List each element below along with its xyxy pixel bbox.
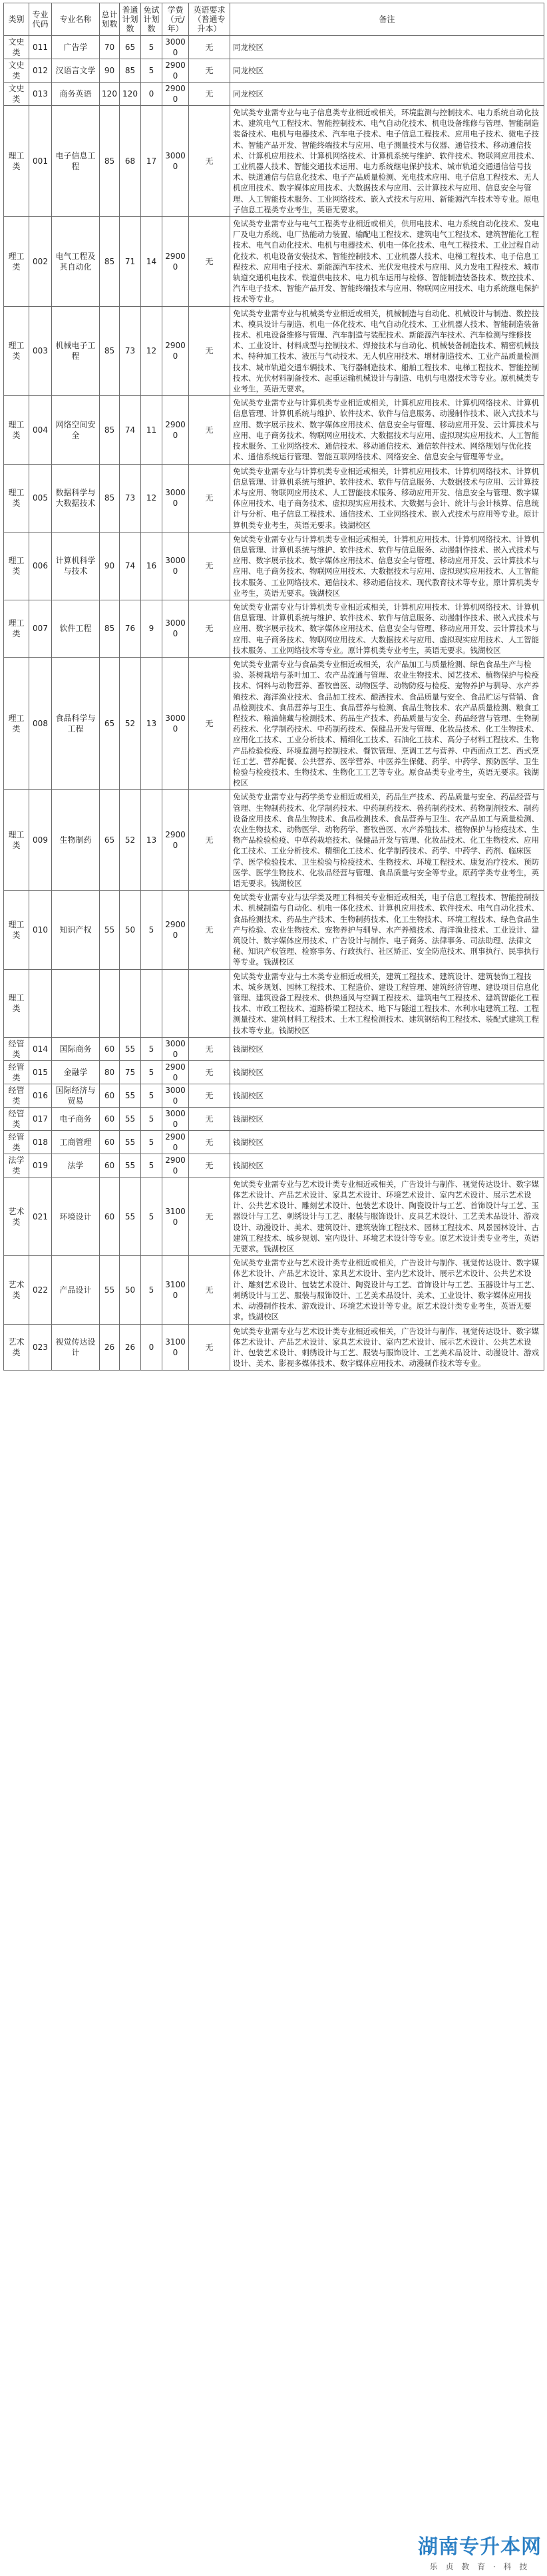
cell-exempt: 14 <box>141 217 162 307</box>
cell-tuition: 29000 <box>162 891 189 969</box>
cell-general: 73 <box>120 306 141 396</box>
cell-category: 经管类 <box>4 1107 29 1130</box>
cell-name: 电气工程及其自动化 <box>52 217 100 307</box>
cell-total: 85 <box>100 396 120 464</box>
cell-code: 008 <box>29 657 52 789</box>
cell-total <box>100 969 120 1037</box>
cell-tuition <box>162 969 189 1037</box>
cell-category: 经管类 <box>4 1084 29 1107</box>
table-row <box>4 1130 544 1154</box>
cell-english: 无 <box>189 1177 230 1255</box>
cell-code: 007 <box>29 600 52 657</box>
table-row <box>4 1037 544 1060</box>
cell-code: 014 <box>29 1037 52 1060</box>
cell-name: 工商管理 <box>52 1130 100 1154</box>
cell-total: 60 <box>100 1084 120 1107</box>
cell-code: 004 <box>29 396 52 464</box>
cell-note: 免试类专业需专业与药学类专业相近或相关，药品生产技术、药品质量与安全、药品经营与管理、生物制药技术、化学制药技术、中药制药技术、兽药制药技术、药物制剂技术、制药设备应用技术、食品生物技术、食品检测技术、食品营养与卫生、农产品加工与质量检测、农业生物技术、动物医学、动物药学、畜牧兽医、水产养殖技术、植物保护与检疫技术、生物产品检验检疫、中草药栽培技术、保健品开发与管理、化妆品技术、化工生物技术、应用化工技术、工业分析技术、精细化工技术、化学制药技术、药学、中药学、药剂、临床医学、医学检验技术、卫生检验与检疫技术、生物技术、环境工程技术、康复治疗技术、预防医学、医学生物技术、化妆品经营与管理、食品质量与安全等专业。原药学类专业考生，英语无要求。钱湖校区 <box>230 790 544 891</box>
cell-note: 免试类专业需专业与艺术设计类专业相近或相关，广告设计与制作、视觉传达设计、数字媒体艺术设计、产品艺术设计、家具艺术设计、室内艺术设计、展示艺术设计、公共艺术设计、雕刻艺术设计、包装艺术设计、陶瓷设计与工艺、首饰设计与工艺、玉器设计与工艺、刺绣设计与工艺、服装与服饰设计、工艺美术品设计、美术、工业设计、数字媒体应用技术、动漫制作技术、游戏设计、环境艺术设计等专业。原艺术设计类专业考生，英语无要求。钱湖校区 <box>230 1256 544 1324</box>
cell-english: 无 <box>189 1130 230 1154</box>
cell-code: 022 <box>29 1256 52 1324</box>
cell-name: 国际商务 <box>52 1037 100 1060</box>
cell-name: 国际经济与贸易 <box>52 1084 100 1107</box>
header-name: 专业名称 <box>52 3 100 36</box>
cell-note: 钱湖校区 <box>230 1154 544 1177</box>
cell-tuition: 30000 <box>162 464 189 532</box>
cell-tuition: 29000 <box>162 1154 189 1177</box>
cell-exempt: 16 <box>141 532 162 600</box>
cell-code: 017 <box>29 1107 52 1130</box>
cell-exempt: 5 <box>141 1037 162 1060</box>
cell-category: 理工类 <box>4 790 29 891</box>
cell-note: 免试类专业需专业与电气工程类专业相近或相关，供用电技术、电力系统自动化技术、发电厂及电力系统、电厂热能动力装置、输配电工程技术、建筑电气工程技术、建筑智能化工程技术、电气自动化技术、电机与电器技术、机电一体化技术、电气工程技术、工业过程自动化技术、机电设备安装技术、智能控制技术、工业机器人技术、电梯工程技术、电子信息工程技术、应用电子技术、新能源汽车技术、光伏发电技术与应用、风力发电工程技术、城市轨道交通机电技术、铁道供电技术、电力机车运用与检修、智能制造装备技术、数控技术、汽车电子技术、智能产品开发、智能终端技术与应用、物联网应用技术、电力系统继电保护技术等专业。 <box>230 217 544 307</box>
cell-exempt: 17 <box>141 106 162 217</box>
cell-total: 85 <box>100 306 120 396</box>
cell-tuition: 30000 <box>162 532 189 600</box>
table-row <box>4 306 544 396</box>
cell-exempt: 12 <box>141 306 162 396</box>
cell-note: 免试类专业需专业与计算机类专业相近或相关，计算机应用技术、计算机网络技术、计算机信息管理、计算机系统与维护、软件技术、软件与信息服务、大数据技术与应用、云计算技术与应用、物联网应用技术、人工智能技术服务、移动应用开发、信息安全与管理、数字媒体应用技术、电子商务技术、虚拟现实应用技术、大数据与会计、统计与会计核算、信息统计与分析、电子信息工程技术、通信技术、工业网络技术、嵌入式技术与应用等专业。原计算机类专业考生，英语无要求。钱湖校区 <box>230 464 544 532</box>
cell-note: 免试类专业需专业与艺术设计类专业相近或相关，广告设计与制作、视觉传达设计、数字媒体艺术设计、产品艺术设计、家具艺术设计、室内艺术设计、展示艺术设计、公共艺术设计、包装艺术设计、刺绣设计与工艺、服装与服饰设计、工艺美术品设计、动漫设计、游戏设计、美术、影视多媒体技术、数字媒体应用技术、动漫制作技术等专业。 <box>230 1324 544 1371</box>
cell-english: 无 <box>189 532 230 600</box>
cell-code: 018 <box>29 1130 52 1154</box>
cell-note: 免试类专业需专业与土木类专业相近或相关，建筑工程技术、建筑设计、建筑装饰工程技术、城乡规划、园林工程技术、工程造价、建设工程管理、建筑经济管理、建设项目信息化管理、建筑设备工程技术、供热通风与空调工程技术、建筑电气工程技术、建筑智能化工程技术、市政工程技术、道路桥梁工程技术、地下与隧道工程技术、水利水电建筑工程、工程测量技术、建筑材料工程技术、土木工程检测技术、建筑钢结构工程技术、装配式建筑工程技术等专业。钱湖校区 <box>230 969 544 1037</box>
cell-name: 视觉传达设计 <box>52 1324 100 1371</box>
cell-code: 013 <box>29 83 52 106</box>
cell-exempt: 11 <box>141 396 162 464</box>
cell-note: 钱湖校区 <box>230 1060 544 1084</box>
header-code: 专业代码 <box>29 3 52 36</box>
watermark-subtitle: 乐 贞 教 育 · 科 技 <box>429 2562 530 2571</box>
cell-total: 70 <box>100 36 120 59</box>
cell-tuition: 30000 <box>162 1037 189 1060</box>
cell-total: 85 <box>100 217 120 307</box>
header-category: 类别 <box>4 3 29 36</box>
cell-general: 52 <box>120 657 141 789</box>
cell-category: 经管类 <box>4 1060 29 1084</box>
cell-english: 无 <box>189 217 230 307</box>
cell-english: 无 <box>189 1037 230 1060</box>
cell-code: 015 <box>29 1060 52 1084</box>
cell-general: 74 <box>120 532 141 600</box>
cell-english: 无 <box>189 396 230 464</box>
cell-english: 无 <box>189 306 230 396</box>
cell-exempt: 5 <box>141 1107 162 1130</box>
cell-total: 65 <box>100 790 120 891</box>
cell-name: 金融学 <box>52 1060 100 1084</box>
cell-name: 网络空间安全 <box>52 396 100 464</box>
cell-exempt: 13 <box>141 657 162 789</box>
cell-exempt: 5 <box>141 1154 162 1177</box>
cell-code: 011 <box>29 36 52 59</box>
cell-category: 理工类 <box>4 532 29 600</box>
cell-english: 无 <box>189 1154 230 1177</box>
cell-code: 002 <box>29 217 52 307</box>
cell-name: 产品设计 <box>52 1256 100 1324</box>
cell-note: 免试类专业需专业与法学类及理工科相关专业相近或相关，电子信息工程技术、智能控制技术、机械制造与自动化、机电一体化技术、计算机应用技术、软件技术、电气自动化技术、食品检测技术、药品生产技术、生物制药技术、化工生物技术、环境工程技术、绿色食品生产与检验、农业生物技术、宠物养护与驯导、水产养殖技术、海洋渔业技术、工业设计、建筑设计、数字媒体应用技术、广告设计与制作、电子商务、法律事务、司法助理、法律文秘、知识产权管理、检察事务、行政执行、社区矫正、安全防范技术、刑事执行、民事执行等专业。钱湖校区 <box>230 891 544 969</box>
cell-total: 60 <box>100 1154 120 1177</box>
cell-total: 26 <box>100 1324 120 1371</box>
table-row <box>4 217 544 307</box>
cell-code: 010 <box>29 891 52 969</box>
cell-general: 55 <box>120 1130 141 1154</box>
cell-tuition: 29000 <box>162 1130 189 1154</box>
cell-name: 软件工程 <box>52 600 100 657</box>
cell-total: 120 <box>100 83 120 106</box>
cell-note: 免试类专业需专业与计算机类专业相近或相关，计算机应用技术、计算机网络技术、计算机信息管理、计算机系统与维护、软件技术、软件与信息服务、动漫制作技术、嵌入式技术与应用、数字展示技术、数字媒体应用技术、信息安全与管理、移动应用开发、云计算技术与应用、电子商务技术、物联网应用技术、大数据技术与应用、虚拟现实应用技术、人工智能技术服务、工业网络技术等专业。原计算机类专业考生，英语无要求。钱湖校区 <box>230 600 544 657</box>
table-row <box>4 1177 544 1255</box>
cell-category: 法学类 <box>4 1154 29 1177</box>
cell-note: 免试类专业需专业与艺术设计类专业相近或相关，广告设计与制作、视觉传达设计、数字媒体艺术设计、产品艺术设计、家具艺术设计、环境艺术设计、室内艺术设计、展示艺术设计、公共艺术设计、雕刻艺术设计、包装艺术设计、陶瓷设计与工艺、首饰设计与工艺、玉器设计与工艺、刺绣设计与工艺、服装与服饰设计、皮具艺术设计、工艺美术品设计、游戏设计、动漫设计、美术、建筑设计、建筑装饰工程技术、园林工程技术、风景园林设计、古建筑工程技术、城乡规划、室内设计、环境艺术设计等专业。原艺术设计类专业考生，英语无要求。钱湖校区 <box>230 1177 544 1255</box>
cell-tuition: 29000 <box>162 790 189 891</box>
table-row <box>4 59 544 83</box>
table-row <box>4 1154 544 1177</box>
cell-code: 009 <box>29 790 52 891</box>
cell-category: 理工类 <box>4 600 29 657</box>
cell-general: 55 <box>120 1107 141 1130</box>
cell-english: 无 <box>189 1324 230 1371</box>
cell-category: 文史类 <box>4 59 29 83</box>
cell-category: 理工类 <box>4 891 29 969</box>
cell-general: 76 <box>120 600 141 657</box>
cell-general: 26 <box>120 1324 141 1371</box>
cell-tuition: 30000 <box>162 600 189 657</box>
cell-english: 无 <box>189 106 230 217</box>
header-exempt: 免试计划数 <box>141 3 162 36</box>
cell-exempt: 0 <box>141 83 162 106</box>
header-note: 备注 <box>230 3 544 36</box>
cell-code: 023 <box>29 1324 52 1371</box>
cell-code: 012 <box>29 59 52 83</box>
cell-general: 68 <box>120 106 141 217</box>
cell-total: 55 <box>100 891 120 969</box>
cell-tuition: 30000 <box>162 106 189 217</box>
cell-general: 85 <box>120 59 141 83</box>
table-row <box>4 969 544 1037</box>
cell-total: 60 <box>100 1130 120 1154</box>
cell-note: 同龙校区 <box>230 59 544 83</box>
table-body <box>4 36 544 1371</box>
cell-name: 机械电子工程 <box>52 306 100 396</box>
cell-code: 001 <box>29 106 52 217</box>
table-row <box>4 1324 544 1371</box>
cell-english: 无 <box>189 1060 230 1084</box>
cell-name: 电子信息工程 <box>52 106 100 217</box>
cell-total: 55 <box>100 1256 120 1324</box>
cell-general: 55 <box>120 1037 141 1060</box>
cell-tuition: 29000 <box>162 396 189 464</box>
cell-note: 免试类专业需专业与食品类专业相近或相关，农产品加工与质量检测、绿色食品生产与检验、茶树栽培与茶叶加工、农产品流通与管理、农业生物技术、园艺技术、植物保护与检疫技术、饲料与动物营养、畜牧兽医、动物医学、动物防疫与检疫、宠物养护与驯导、水产养殖技术、海洋渔业技术、食品加工技术、酿酒技术、食品质量与安全、食品贮运与营销、食品检测技术、食品营养与卫生、食品营养与检测、食品生物技术、农产品质量检测、粮食工程技术、粮油储藏与检测技术、药品生产技术、药品质量与安全、药品经营与管理、生物制药技术、化学制药技术、中药制药技术、保健品开发与管理、化妆品技术、化工生物技术、应用化工技术、工业分析技术、精细化工技术、石油化工技术、高分子材料工程技术、生物产品检验检疫、环境监测与控制技术、餐饮管理、烹调工艺与营养、中西面点工艺、西式烹饪工艺、营养配餐、公共营养、医学营养、中医养生保健、药学、中药学、预防医学、卫生检验与检疫技术、生物技术、生物化工工艺等专业。原食品类专业考生，英语无要求。钱湖校区 <box>230 657 544 789</box>
cell-category: 理工类 <box>4 306 29 396</box>
cell-exempt: 5 <box>141 1130 162 1154</box>
cell-code: 003 <box>29 306 52 396</box>
cell-total: 85 <box>100 464 120 532</box>
cell-tuition: 31000 <box>162 1324 189 1371</box>
cell-exempt <box>141 969 162 1037</box>
cell-tuition: 31000 <box>162 1256 189 1324</box>
cell-code: 006 <box>29 532 52 600</box>
table-header-row <box>4 3 544 36</box>
watermark-title: 湖南专升本网 <box>418 2535 542 2559</box>
cell-english: 无 <box>189 790 230 891</box>
cell-category: 文史类 <box>4 83 29 106</box>
cell-general: 120 <box>120 83 141 106</box>
cell-total: 60 <box>100 1177 120 1255</box>
table-row <box>4 83 544 106</box>
cell-name: 环境设计 <box>52 1177 100 1255</box>
cell-english: 无 <box>189 464 230 532</box>
header-tuition: 学费（元/年） <box>162 3 189 36</box>
cell-note: 钱湖校区 <box>230 1130 544 1154</box>
cell-exempt: 9 <box>141 600 162 657</box>
cell-code <box>29 969 52 1037</box>
enrollment-plan-table <box>3 3 544 1371</box>
cell-exempt: 5 <box>141 36 162 59</box>
cell-tuition: 29000 <box>162 306 189 396</box>
table-row <box>4 396 544 464</box>
cell-note: 免试类专业需专业与计算机类专业相近或相关，计算机应用技术、计算机网络技术、计算机信息管理、计算机系统与维护、软件技术、软件与信息服务、动漫制作技术、嵌入式技术与应用、数字展示技术、数字媒体应用技术、信息安全与管理、移动应用开发、云计算技术与应用、电子商务技术、物联网应用技术、大数据技术与应用、虚拟现实应用技术、人工智能技术服务、工业网络技术、通信技术、移动通信技术、通信软件技术、网络规划与优化技术、通信系统运行管理、智能互联网络技术、网络安全、信息安全与管理等专业。 <box>230 396 544 464</box>
cell-english: 无 <box>189 657 230 789</box>
table-row <box>4 464 544 532</box>
cell-exempt: 5 <box>141 1177 162 1255</box>
cell-exempt: 0 <box>141 1324 162 1371</box>
cell-tuition: 29000 <box>162 217 189 307</box>
cell-category: 理工类 <box>4 657 29 789</box>
cell-exempt: 12 <box>141 464 162 532</box>
table-row <box>4 1060 544 1084</box>
cell-note: 同龙校区 <box>230 36 544 59</box>
table-row <box>4 1084 544 1107</box>
cell-tuition: 30000 <box>162 1084 189 1107</box>
cell-tuition: 31000 <box>162 1177 189 1255</box>
cell-total: 60 <box>100 1107 120 1130</box>
table-row <box>4 600 544 657</box>
cell-name: 电子商务 <box>52 1107 100 1130</box>
cell-english: 无 <box>189 59 230 83</box>
table-row <box>4 891 544 969</box>
table-row <box>4 36 544 59</box>
cell-general: 71 <box>120 217 141 307</box>
cell-note: 同龙校区 <box>230 83 544 106</box>
cell-category: 经管类 <box>4 1037 29 1060</box>
table-row <box>4 106 544 217</box>
cell-name: 商务英语 <box>52 83 100 106</box>
cell-english: 无 <box>189 36 230 59</box>
cell-category: 文史类 <box>4 36 29 59</box>
cell-tuition: 29000 <box>162 1060 189 1084</box>
cell-exempt: 13 <box>141 790 162 891</box>
cell-english: 无 <box>189 1256 230 1324</box>
cell-category: 艺术类 <box>4 1177 29 1255</box>
cell-category: 理工类 <box>4 106 29 217</box>
site-watermark <box>418 2530 542 2572</box>
cell-total: 65 <box>100 657 120 789</box>
cell-exempt: 5 <box>141 1256 162 1324</box>
cell-general: 50 <box>120 1256 141 1324</box>
cell-name: 计算机科学与技术 <box>52 532 100 600</box>
cell-tuition: 29000 <box>162 59 189 83</box>
cell-general: 75 <box>120 1060 141 1084</box>
cell-category: 理工类 <box>4 969 29 1037</box>
cell-general <box>120 969 141 1037</box>
table-row <box>4 532 544 600</box>
table-row <box>4 1107 544 1130</box>
cell-note: 免试类专业需专业与计算机类专业相近或相关，计算机应用技术、计算机网络技术、计算机信息管理、计算机系统与维护、软件技术、软件与信息服务、动漫制作技术、嵌入式技术与应用、数字展示技术、数字媒体应用技术、信息安全与管理、移动应用开发、云计算技术与应用、电子商务技术、物联网应用技术、大数据技术与应用、虚拟现实应用技术、人工智能技术服务、工业网络技术、通信技术、移动通信技术、现代教育技术等专业。原计算机类专业考生，英语无要求。钱湖校区 <box>230 532 544 600</box>
header-general: 普通计划数 <box>120 3 141 36</box>
cell-general: 55 <box>120 1154 141 1177</box>
table-row <box>4 1256 544 1324</box>
header-total: 总计划数 <box>100 3 120 36</box>
cell-name: 知识产权 <box>52 891 100 969</box>
cell-category: 艺术类 <box>4 1256 29 1324</box>
cell-english <box>189 969 230 1037</box>
cell-exempt: 5 <box>141 59 162 83</box>
cell-general: 74 <box>120 396 141 464</box>
cell-code: 019 <box>29 1154 52 1177</box>
cell-name: 食品科学与工程 <box>52 657 100 789</box>
cell-code: 005 <box>29 464 52 532</box>
cell-name: 广告学 <box>52 36 100 59</box>
cell-note: 钱湖校区 <box>230 1037 544 1060</box>
cell-name: 法学 <box>52 1154 100 1177</box>
cell-english: 无 <box>189 1084 230 1107</box>
cell-name: 数据科学与大数据技术 <box>52 464 100 532</box>
cell-total: 60 <box>100 1037 120 1060</box>
cell-exempt: 5 <box>141 891 162 969</box>
cell-name: 生物制药 <box>52 790 100 891</box>
cell-category: 经管类 <box>4 1130 29 1154</box>
cell-tuition: 30000 <box>162 657 189 789</box>
cell-category: 理工类 <box>4 217 29 307</box>
cell-code: 016 <box>29 1084 52 1107</box>
cell-general: 73 <box>120 464 141 532</box>
table-row <box>4 657 544 789</box>
cell-tuition: 30000 <box>162 1107 189 1130</box>
cell-english: 无 <box>189 600 230 657</box>
cell-english: 无 <box>189 83 230 106</box>
cell-note: 钱湖校区 <box>230 1107 544 1130</box>
cell-category: 理工类 <box>4 464 29 532</box>
cell-category: 艺术类 <box>4 1324 29 1371</box>
cell-note: 免试类专业需专业与机械类专业相近或相关，机械制造与自动化、机械设计与制造、数控技术、模具设计与制造、机电一体化技术、电气自动化技术、工业机器人技术、智能制造装备技术、机电设备维修与管理、汽车制造与装配技术、新能源汽车技术、汽车检测与维修技术、工业设计、材料成型与控制技术、焊接技术与自动化、机械装备制造技术、精密机械技术、特种加工技术、液压与气动技术、无人机应用技术、增材制造技术、工业产品质量检测技术、城市轨道交通车辆技术、飞行器制造技术、船舶工程技术、电梯工程技术、智能控制技术、光伏材料制备技术、起重运输机械设计与制造、电机与电器技术等专业。原机械类专业考生，英语无要求。 <box>230 306 544 396</box>
cell-category: 理工类 <box>4 396 29 464</box>
cell-english: 无 <box>189 1107 230 1130</box>
cell-total: 90 <box>100 59 120 83</box>
cell-tuition: 29000 <box>162 83 189 106</box>
header-english: 英语要求（普通专升本） <box>189 3 230 36</box>
cell-name <box>52 969 100 1037</box>
table-row <box>4 790 544 891</box>
cell-total: 80 <box>100 1060 120 1084</box>
cell-general: 50 <box>120 891 141 969</box>
cell-total: 85 <box>100 106 120 217</box>
cell-general: 65 <box>120 36 141 59</box>
cell-tuition: 30000 <box>162 36 189 59</box>
cell-exempt: 5 <box>141 1084 162 1107</box>
cell-english: 无 <box>189 891 230 969</box>
cell-exempt: 5 <box>141 1060 162 1084</box>
cell-general: 52 <box>120 790 141 891</box>
cell-total: 90 <box>100 532 120 600</box>
cell-name: 汉语言文学 <box>52 59 100 83</box>
cell-code: 021 <box>29 1177 52 1255</box>
cell-general: 55 <box>120 1177 141 1255</box>
cell-note: 钱湖校区 <box>230 1084 544 1107</box>
cell-general: 55 <box>120 1084 141 1107</box>
cell-total: 85 <box>100 600 120 657</box>
cell-note: 免试类专业需专业与电子信息类专业相近或相关，环境监测与控制技术、电力系统自动化技术、建筑电气工程技术、智能控制技术、电气自动化技术、机电设备维修与管理、智能制造装备技术、电机与电器技术、汽车电子技术、电子信息工程技术、应用电子技术、微电子技术、智能产品开发、智能终端技术与应用、电子测量技术与仪器、通信技术、移动通信技术、计算机应用技术、计算机网络技术、计算机系统与维护、软件技术、物联网应用技术、工业机器人技术、智能交通技术运用、电力系统继电保护技术、城市轨道交通通信信号技术、铁道通信与信息化技术、电子产品质量检测、光电技术应用、电子信息工程技术、无人机应用技术、数字媒体应用技术、大数据技术与应用、云计算技术与应用、信息安全与管理、人工智能技术服务、工业网络技术、嵌入式技术与应用、新能源汽车技术等专业。原电子信息工程类专业考生，英语无要求。 <box>230 106 544 217</box>
